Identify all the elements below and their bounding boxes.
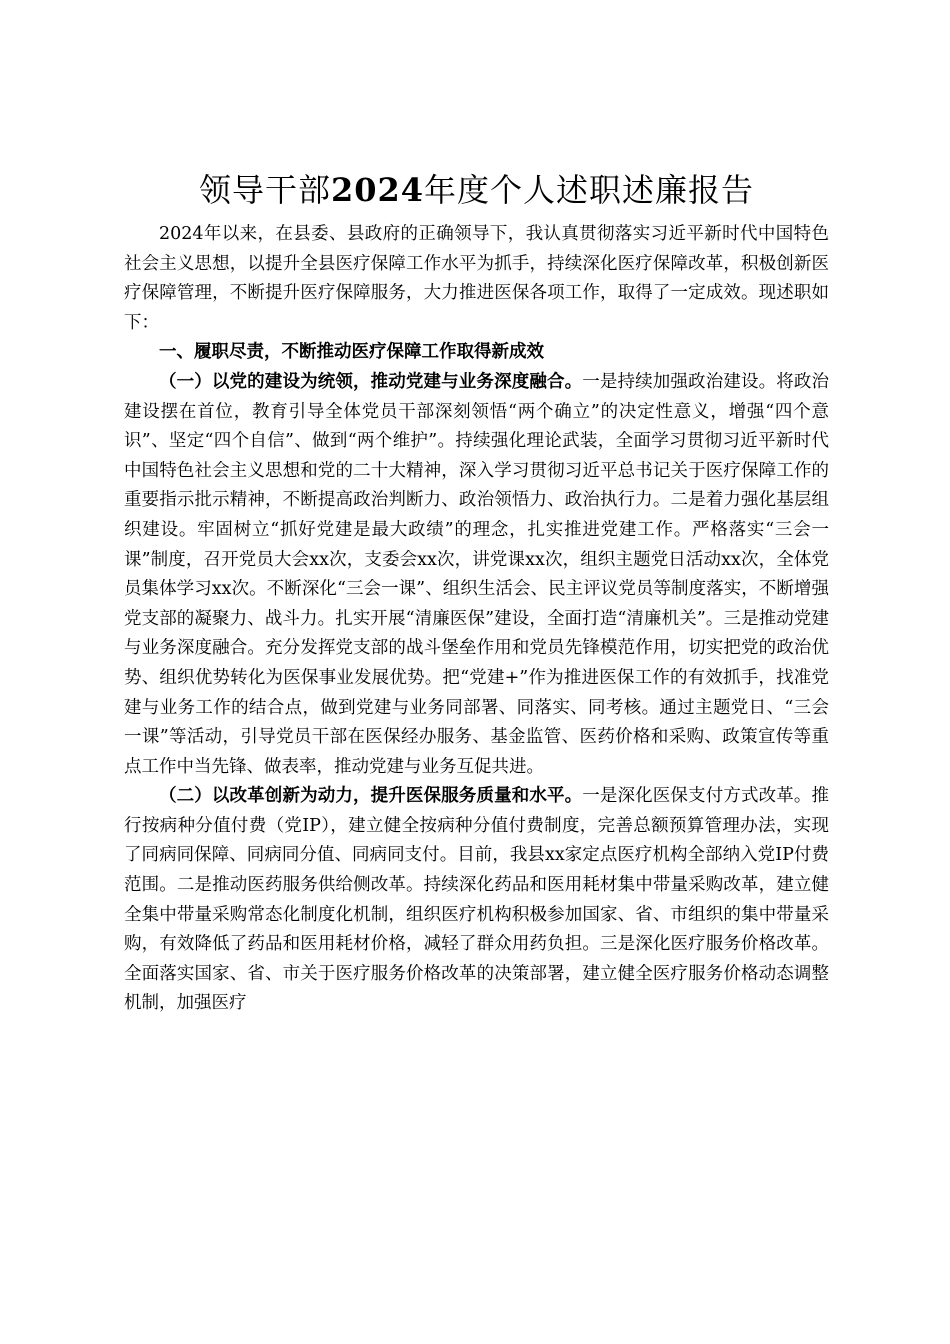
title-prefix: 领导干部 (198, 171, 331, 209)
subsection-paragraph-1 (124, 368, 829, 782)
title-year: 2024 (330, 171, 425, 209)
document-title (124, 166, 829, 214)
subsection-body-1: 一是持续加强政治建设。将政治建设摆在首位，教育引导全体党员干部深刻领悟“两个确立”的决定性意义，增强“四个意识”、坚定“四个自信”、做到“两个维护”。持续强化理论武装，全面学习贯彻习近平新时代中国特色社会主义思想和党的二十大精神，深入学习贯彻习近平总书记关于医疗保障工作的重要指示批示精神，不断提高政治判断力、政治领悟力、政治执行力。二是着力强化基层组织建设。牢固树立“抓好党建是最大政绩”的理念，扎实推进党建工作。严格落实“三会一课”制度，召开党员大会xx次，支委会xx次，讲党课xx次，组织主题党日活动xx次，全体党员集体学习xx次。不断深化“三会一课”、组织生活会、民主评议党员等制度落实，不断增强党支部的凝聚力、战斗力。扎实开展“清廉医保”建设，全面打造“清廉机关”。三是推动党建与业务深度融合。充分发挥党支部的战斗堡垒作用和党员先锋模范作用，切实把党的政治优势、组织优势转化为医保事业发展优势。把“党建+”作为推进医保工作的有效抓手，找准党建与业务工作的结合点，做到党建与业务同部署、同落实、同考核。通过主题党日、“三会一课”等活动，引导党员干部在医保经办服务、基金监管、医药价格和采购、政策宣传等重点工作中当先锋、做表率，推动党建与业务互促共进。 (124, 371, 830, 777)
subsection-paragraph-2 (124, 782, 829, 1019)
document-page (124, 166, 829, 1019)
subsection-heading-1: （一）以党的建设为统领，推动党建与业务深度融合。 (159, 371, 583, 392)
subsection-body-2: 一是深化医保支付方式改革。推行按病种分值付费（党IP），建立健全按病种分值付费制度，完善总额预算管理办法，实现了同病同保障、同病同分值、同病同支付。目前，我县xx家定点医疗机构全部纳入党IP付费范围。二是推动医药服务供给侧改革。持续深化药品和医用耗材集中带量采购改革，建立健全集中带量采购常态化制度化机制，组织医疗机构积极参加国家、省、市组织的集中带量采购，有效降低了药品和医用耗材价格，减轻了群众用药负担。三是深化医疗服务价格改革。全面落实国家、省、市关于医疗服务价格改革的决策部署，建立健全医疗服务价格动态调整机制，加强医疗 (124, 786, 830, 1014)
title-suffix: 年度个人述职述廉报告 (424, 171, 755, 209)
section-heading-1: 一、履职尽责，不断推动医疗保障工作取得新成效 (159, 342, 544, 363)
intro-paragraph: 2024年以来，在县委、县政府的正确领导下，我认真贯彻落实习近平新时代中国特色社会主义思想，以提升全县医疗保障工作水平为抓手，持续深化医疗保障改革，积极创新医疗保障管理，不断提升医疗保障服务，大力推进医保各项工作，取得了一定成效。现述职如下： (124, 224, 829, 333)
subsection-heading-2: （二）以改革创新为动力，提升医保服务质量和水平。 (159, 786, 583, 807)
